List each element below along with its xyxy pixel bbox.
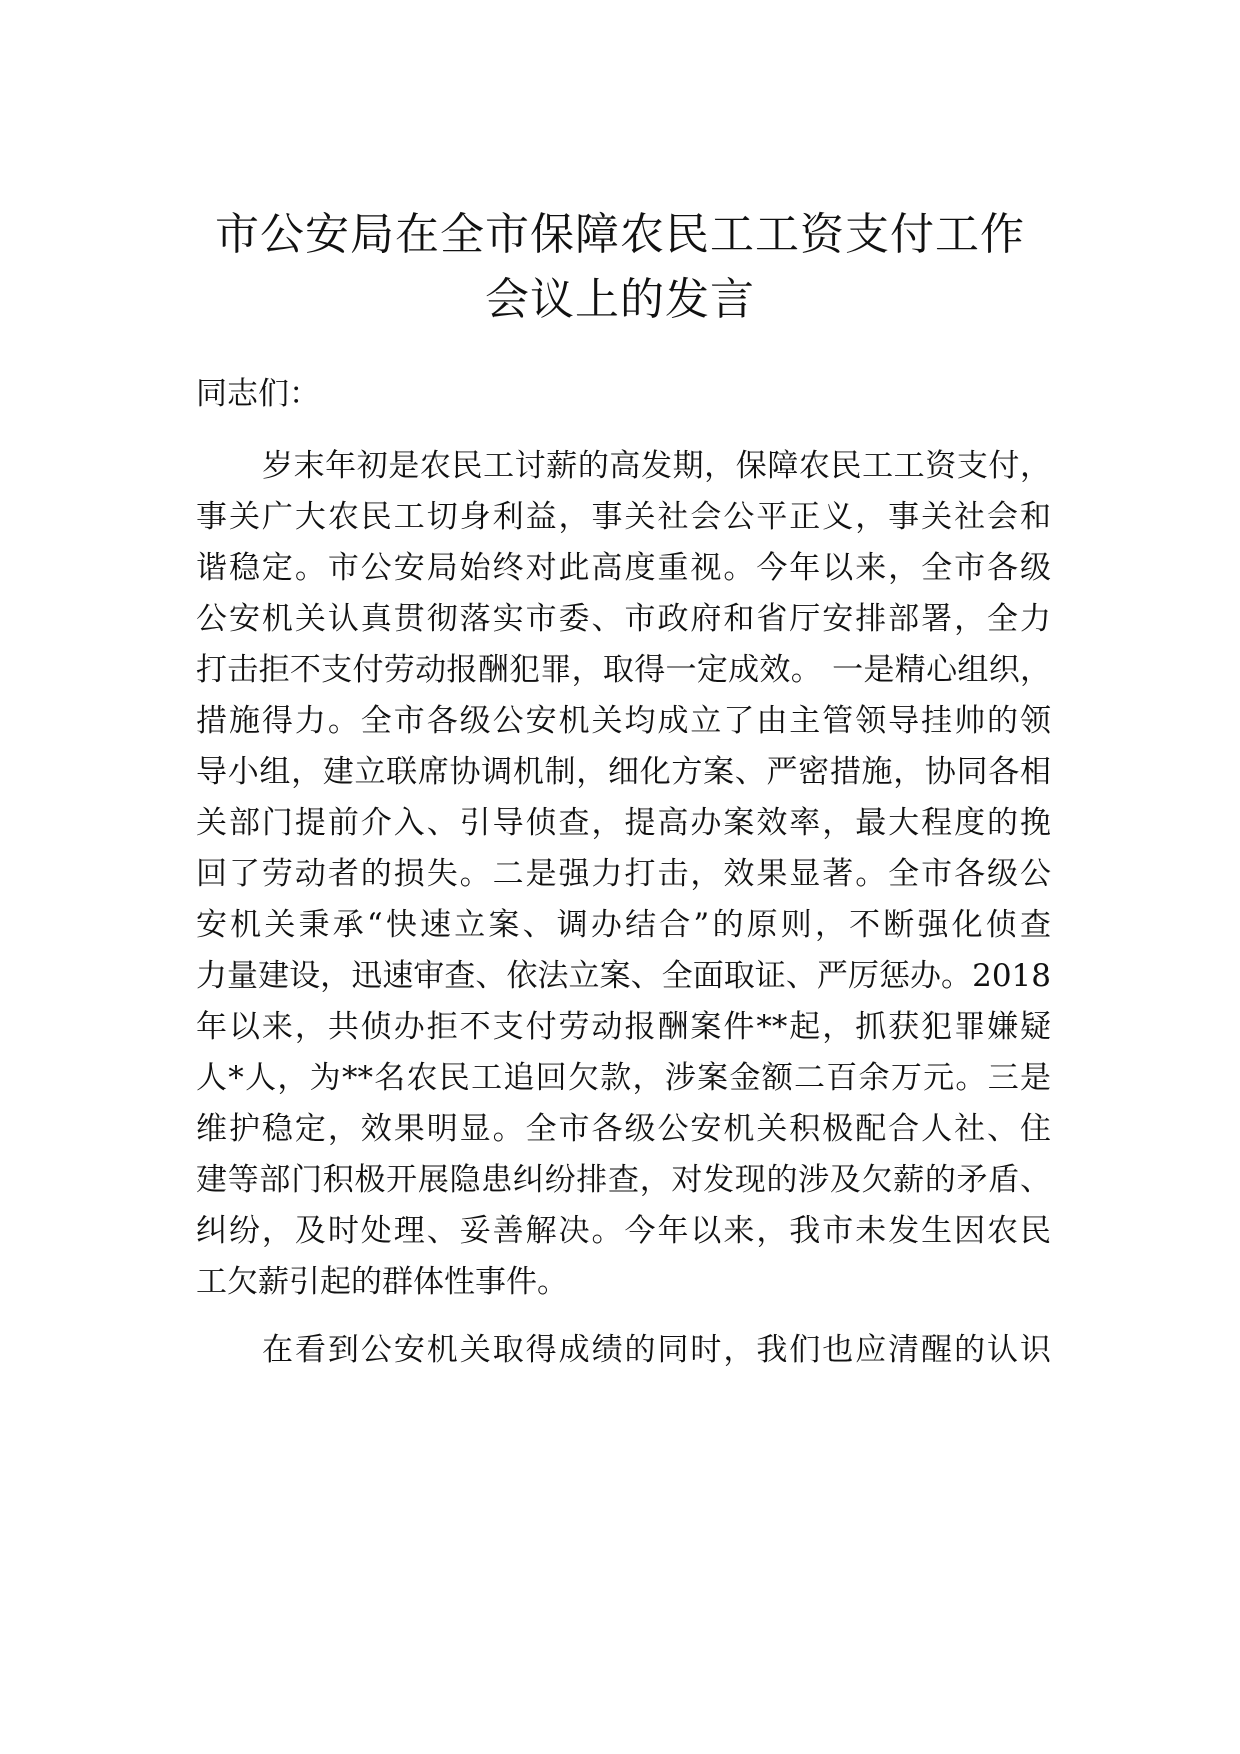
paragraph-1-line: 公安机关认真贯彻落实市委、市政府和省厅安排部署，全力 — [196, 601, 1051, 637]
paragraph-1-line: 建等部门积极开展隐患纠纷排查，对发现的涉及欠薪的矛盾、 — [196, 1162, 1051, 1198]
paragraph-1-line: 导小组，建立联席协调机制，细化方案、严密措施，协同各相 — [196, 754, 1051, 790]
paragraph-1-line: 措施得力。全市各级公安机关均成立了由主管领导挂帅的领 — [196, 703, 1051, 739]
paragraph-1-line: 岁末年初是农民工讨薪的高发期，保障农民工工资支付， — [262, 448, 1051, 484]
paragraph-1-line: 打击拒不支付劳动报酬犯罪，取得一定成效。 一是精心组织， — [196, 652, 1051, 688]
paragraph-1-line: 关部门提前介入、引导侦查，提高办案效率，最大程度的挽 — [196, 805, 1051, 841]
salutation: 同志们： — [196, 376, 320, 412]
document-title-line-1: 市公安局在全市保障农民工工资支付工作 — [215, 209, 1025, 260]
paragraph-1-line: 谐稳定。市公安局始终对此高度重视。今年以来，全市各级 — [196, 550, 1051, 586]
paragraph-2-line: 在看到公安机关取得成绩的同时，我们也应清醒的认识 — [262, 1332, 1051, 1368]
paragraph-1-line: 回了劳动者的损失。二是强力打击，效果显著。全市各级公 — [196, 856, 1051, 892]
paragraph-1-line: 工欠薪引起的群体性事件。 — [196, 1264, 568, 1300]
paragraph-1-line: 力量建设，迅速审查、依法立案、全面取证、严厉惩办。2018 — [196, 958, 1051, 994]
paragraph-1-line: 维护稳定，效果明显。全市各级公安机关积极配合人社、住 — [196, 1111, 1051, 1147]
paragraph-1-line: 事关广大农民工切身利益，事关社会公平正义，事关社会和 — [196, 499, 1051, 535]
paragraph-1-line: 年以来，共侦办拒不支付劳动报酬案件**起，抓获犯罪嫌疑 — [196, 1009, 1051, 1045]
paragraph-1-line: 纠纷，及时处理、妥善解决。今年以来，我市未发生因农民 — [196, 1213, 1051, 1249]
document-title-line-2: 会议上的发言 — [485, 274, 755, 325]
paragraph-1-line: 人*人，为**名农民工追回欠款，涉案金额二百余万元。三是 — [196, 1060, 1051, 1096]
paragraph-1-line: 安机关秉承“快速立案、调办结合”的原则，不断强化侦查 — [196, 907, 1051, 943]
